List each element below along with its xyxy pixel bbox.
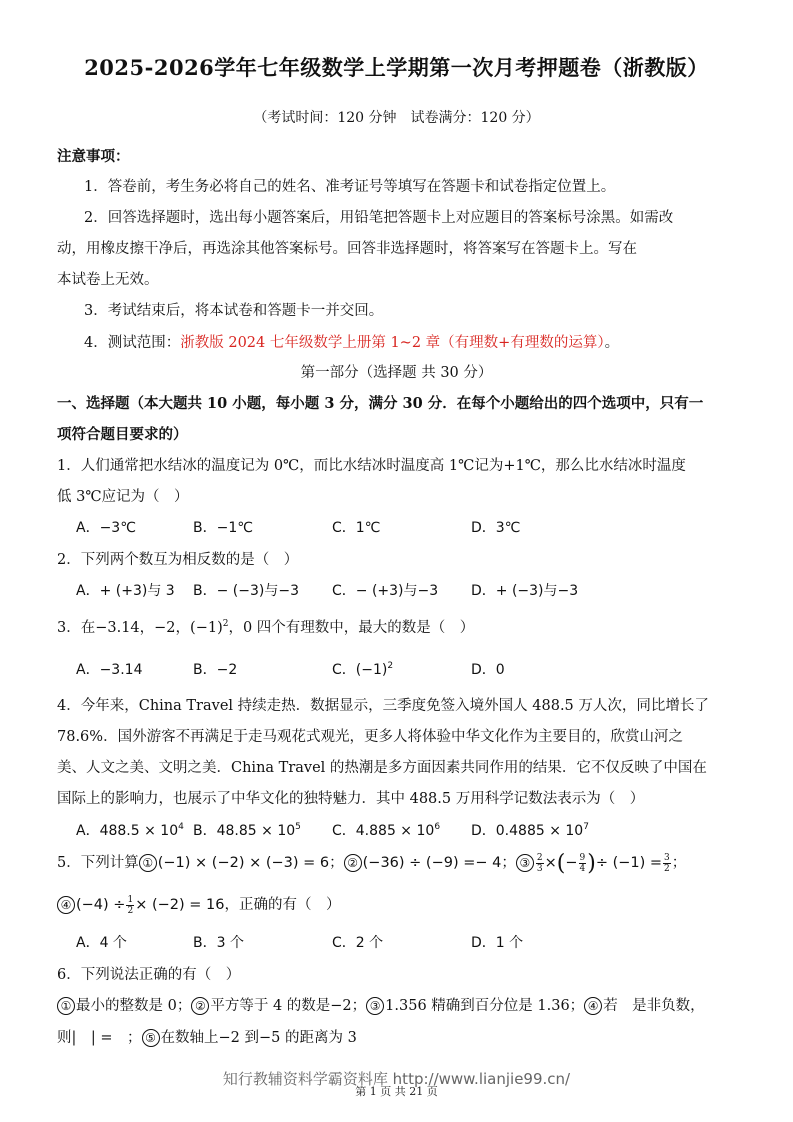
q3-stem: [57, 616, 474, 637]
q5-expr-3-mid: ÷ (−1) =: [595, 855, 663, 871]
q1-stem-line-2: 低 3℃应记为（ ）: [57, 489, 189, 505]
q6-stem: 6．下列说法正确的有（ ）: [57, 967, 241, 983]
q5-minus-sign: −: [565, 855, 578, 871]
section-heading-line-2: 项符合题目要求的）: [57, 426, 188, 443]
q5-marker-1: ①: [139, 854, 157, 872]
q5-fraction-one-half: [126, 895, 134, 916]
q3-stem-pre: 3．在−3.14，−2，(−1): [57, 620, 223, 636]
q6-marker-5: ⑤: [142, 1029, 160, 1047]
q5-fraction-one-half-denominator: 2: [127, 905, 134, 916]
note-2-line-2: 动，用橡皮擦干净后，再选涂其他答案标号。回答非选择题时，将答案写在答题卡上。写在: [57, 241, 637, 257]
q3-option-c-base: C．(−1): [332, 662, 388, 678]
q5-expr-1: (−1) × (−2) × (−3) = 6；: [157, 855, 344, 871]
note-3: 3．考试结束后，将本试卷和答题卡一并交回。: [84, 303, 384, 319]
q4-option-a: [76, 820, 184, 840]
q4-option-c-base: C．4.885 × 10: [332, 823, 435, 839]
q1-stem-line-1: 1．人们通常把水结冰的温度记为 0℃，而比水结冰时温度高 1℃记为+1℃，那么比水结冰时温度: [57, 458, 686, 474]
q4-option-c-exponent: 6: [434, 822, 441, 832]
q3-option-d: D．0: [471, 662, 505, 678]
q4-option-d-base: D．0.4885 × 10: [471, 823, 584, 839]
q3-stem-post: ，0 四个有理数中，最大的数是（ ）: [228, 620, 475, 636]
note-2-line-3: 本试卷上无效。: [57, 272, 159, 288]
q4-option-b-exponent: 5: [295, 822, 301, 832]
q3-option-c-exponent: 2: [387, 661, 394, 671]
q2-stem: 2．下列两个数互为相反数的是（ ）: [57, 552, 299, 568]
q4-option-d: [471, 820, 589, 840]
q5-fraction-two-thirds-numerator: 2: [536, 852, 543, 863]
q5-option-b: B．3 个: [193, 935, 244, 951]
q4-option-b-base: B．48.85 × 10: [193, 823, 296, 839]
q5-option-c: C．2 个: [332, 935, 384, 951]
q6-statement-4: 若 是非负数，: [603, 998, 705, 1014]
exam-title: 2025-2026学年七年级数学上学期第一次月考押题卷（浙教版）: [84, 55, 709, 80]
note-4: [84, 331, 619, 352]
q1-option-b: B．−1℃: [193, 520, 253, 536]
q5-marker-3: ③: [516, 854, 534, 872]
q4-option-b: [193, 820, 301, 840]
q6-marker-3: ③: [366, 997, 384, 1015]
exam-subtitle: （考试时间：120 分钟 试卷满分：120 分）: [253, 110, 540, 126]
note-2-line-1: 2．回答选择题时，选出每小题答案后，用铅笔把答题卡上对应题目的答案标号涂黑。如需改: [84, 210, 674, 226]
q5-open-paren: (: [556, 851, 566, 876]
q3-option-c: [332, 659, 393, 679]
q6-marker-2: ②: [191, 997, 209, 1015]
q4-stem-line-1: 4．今年来，China Travel 持续走热．数据显示，三季度免签入境外国人 488.5 万人次，同比增长了: [57, 698, 709, 714]
q5-expr-2: (−36) ÷ (−9) =− 4；: [362, 855, 516, 871]
q6-statements-line-2: [57, 1026, 357, 1047]
q5-fraction-two-thirds: [536, 853, 544, 874]
q6-statement-2: 平方等于 4 的数是−2；: [210, 998, 367, 1014]
q5-marker-4: ④: [57, 896, 75, 914]
page-number: 第 1 页 共 21 页: [355, 1085, 438, 1098]
q5-stem-line-1: [57, 851, 686, 876]
q4-stem-line-2: 78.6%．国外游客不再满足于走马观花式观光，更多人将体验中华文化作为主要目的，欣赏山河之: [57, 729, 684, 745]
notes-heading: 注意事项：: [57, 149, 130, 165]
q4-option-c: [332, 820, 440, 840]
q3-option-a: A．−3.14: [76, 662, 143, 678]
q5-lead: 5．下列计算: [57, 855, 139, 871]
q5-expr-4-a: (−4) ÷: [76, 897, 126, 913]
q1-option-d: D．3℃: [471, 520, 521, 536]
q6-statement-5: 在数轴上−2 到−5 的距离为 3: [160, 1030, 357, 1046]
note-1: 1．答卷前，考生务必将自己的姓名、准考证号等填写在答题卡和试卷指定位置上。: [84, 179, 616, 195]
q4-option-d-exponent: 7: [583, 822, 589, 832]
q2-option-d: D．+ (−3)与−3: [471, 583, 579, 599]
q5-marker-2: ②: [344, 854, 362, 872]
q5-stem-line-2: [57, 893, 340, 916]
q5-close-paren: ): [587, 851, 596, 876]
q5-fraction-two-thirds-denominator: 3: [536, 863, 543, 874]
q5-fraction-nine-quarters-denominator: 4: [579, 863, 586, 874]
q3-option-b: B．−2: [193, 662, 238, 678]
note-4-prefix: 4．测试范围：: [84, 335, 181, 351]
q1-option-c: C．1℃: [332, 520, 381, 536]
q6-statement-3: 1.356 精确到百分位是 1.36；: [385, 998, 585, 1014]
q5-fraction-three-halves: [663, 853, 671, 874]
q2-option-c: C．− (+3)与−3: [332, 583, 439, 599]
q5-expr-4-b: × (−2) = 16，正确的有（ ）: [135, 897, 341, 913]
footer-watermark: 知行教辅资料学霸资料库 http://www.lianjie99.cn/: [222, 1070, 571, 1088]
section-heading-line-1: 一、选择题（本大题共 10 小题，每小题 3 分，满分 30 分．在每个小题给出的四个选项中，只有一: [57, 395, 704, 412]
q5-fraction-nine-quarters: [579, 853, 587, 874]
q2-option-b: B．− (−3)与−3: [193, 583, 299, 599]
q5-times-sign: ×: [544, 855, 557, 871]
q6-statement-4-continued: 则| | = ；: [57, 1030, 142, 1046]
q4-option-a-exponent: 4: [178, 822, 184, 832]
q4-stem-line-3: 美、人文之美、文明之美．China Travel 的热潮是多方面因素共同作用的结果．它不仅反映了中国在: [57, 760, 707, 776]
q4-stem-line-4: 国际上的影响力，也展示了中华文化的独特魅力．其中 488.5 万用科学记数法表示为（ ）: [57, 791, 645, 807]
q2-option-a: A．+ (+3)与 3: [76, 583, 175, 599]
q1-option-a: A．−3℃: [76, 520, 136, 536]
note-4-suffix: 。: [604, 335, 620, 351]
q6-statements-line-1: [57, 994, 705, 1015]
q5-fraction-three-halves-denominator: 2: [664, 863, 670, 874]
part-heading: 第一部分（选择题 共 30 分）: [300, 365, 493, 381]
q5-option-a: A．4 个: [76, 935, 127, 951]
note-4-range: 浙教版 2024 七年级数学上册第 1~2 章（有理数+有理数的运算）: [180, 335, 605, 351]
q5-fraction-three-halves-numerator: 3: [664, 852, 670, 863]
q5-fraction-one-half-numerator: 1: [127, 894, 134, 905]
q5-option-d: D．1 个: [471, 935, 524, 951]
q4-option-a-base: A．488.5 × 10: [76, 823, 179, 839]
q5-expr-3-end: ；: [671, 855, 687, 871]
q6-marker-4: ④: [584, 997, 602, 1015]
q6-statement-1: 最小的整数是 0；: [76, 998, 192, 1014]
q6-marker-1: ①: [57, 997, 75, 1015]
q3-stem-exponent: 2: [222, 619, 229, 629]
q5-fraction-nine-quarters-numerator: 9: [579, 852, 586, 863]
